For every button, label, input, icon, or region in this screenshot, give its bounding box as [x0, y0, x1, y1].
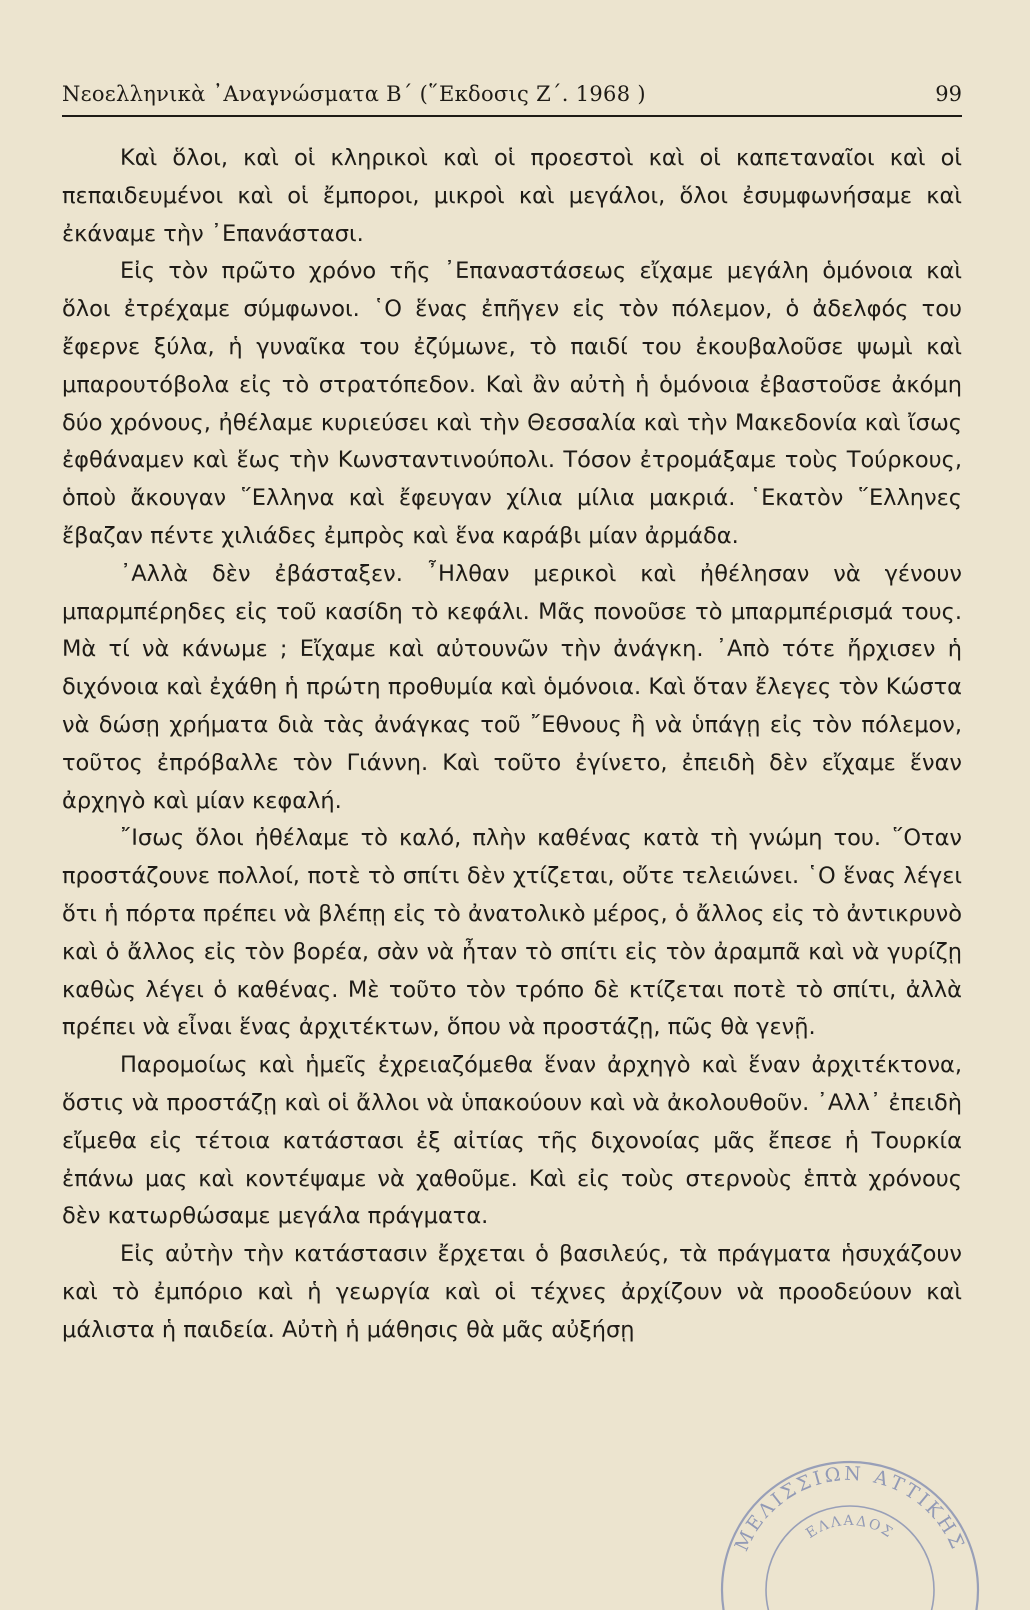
paragraph: Εἰς αὐτὴν τὴν κατάστασιν ἔρχεται ὁ βασιλεύς, τὰ πράγματα ἡσυχάζουν καὶ τὸ ἐμπόριο καὶ ἡ γεωργία καὶ οἱ τέχνες ἀρχίζουν νὰ προοδεύουν καὶ μάλιστα ἡ παιδεία. Αὐτὴ ἡ μάθησις θὰ μᾶς αὐξήσῃ — [62, 1241, 962, 1343]
svg-text:ΜΕΛΙΣΣΙΩΝ ΑΤΤΙΚΗΣ — [731, 1463, 970, 1555]
paragraph: Καὶ ὅλοι, καὶ οἱ κληρικοὶ καὶ οἱ προεστοὶ καὶ οἱ καπεταναῖοι καὶ οἱ πεπαιδευμένοι καὶ οἱ ἔμποροι, μικροὶ καὶ μεγάλοι, ὅλοι ἐσυμφωνήσαμε καὶ ἐκάναμε τὴν ᾿Επανάστασι. — [62, 145, 962, 247]
library-stamp — [700, 1390, 990, 1610]
paragraph: ᾿Αλλὰ δὲν ἐβάσταξεν. ῏Ηλθαν μερικοὶ καὶ ἠθέλησαν νὰ γένουν μπαρμπέρηδες εἰς τοῦ κασίδη τὸ κεφάλι. Μᾶς πονοῦσε τὸ μπαρμπέρισμά τους. Μὰ τί νὰ κάνωμε ; Εἴχαμε καὶ αὐτουνῶν τὴν ἀνάγκη. ᾿Απὸ τότε ἤρχισεν ἡ διχόνοια καὶ ἐχάθη ἡ πρώτη προθυμία καὶ ὁμόνοια. Καὶ ὅταν ἔλεγες τὸν Κώστα νὰ δώσῃ χρήματα διὰ τὰς ἀνάγκας τοῦ ῎Εθνους ἢ νὰ ὑπάγῃ εἰς τὸν πόλεμον, τοῦτος ἐπρόβαλλε τὸν Γιάννη. Καὶ τοῦτο ἐγίνετο, ἐπειδὴ δὲν εἴχαμε ἕναν ἀρχηγὸ καὶ μίαν κεφαλή. — [62, 560, 962, 814]
body-text — [62, 140, 962, 1350]
paragraph: Παρομοίως καὶ ἡμεῖς ἐχρειαζόμεθα ἕναν ἀρχηγὸ καὶ ἕναν ἀρχιτέκτονα, ὅστις νὰ προστάζῃ καὶ οἱ ἄλλοι νὰ ὑπακούουν καὶ νὰ ἀκολουθοῦν. ᾿Αλλ᾿ ἐπειδὴ εἴμεθα εἰς τέτοια κατάστασι ἐξ αἰτίας τῆς διχονοίας μᾶς ἔπεσε ἡ Τουρκία ἐπάνω μας καὶ κοντέψαμε νὰ χαθοῦμε. Καὶ εἰς τοὺς στερνοὺς ἑπτὰ χρόνους δὲν κατωρθώσαμε μεγάλα πράγματα. — [62, 1052, 962, 1230]
page-number: 99 — [935, 82, 962, 106]
svg-text:ΕΛΛΑΔΟΣ — [803, 1513, 896, 1542]
paragraph: Εἰς τὸν πρῶτο χρόνο τῆς ᾿Επαναστάσεως εἴχαμε μεγάλη ὁμόνοια καὶ ὅλοι ἐτρέχαμε σύμφωνοι. ῾Ο ἕνας ἐπῆγεν εἰς τὸν πόλεμον, ὁ ἀδελφός του ἔφερνε ξύλα, ἡ γυναῖκα του ἐζύμωνε, τὸ παιδί του ἐκουβαλοῦσε ψωμὶ καὶ μπαρουτόβολα εἰς τὸ στρατόπεδον. Καὶ ἂν αὐτὴ ἡ ὁμόνοια ἐβαστοῦσε ἀκόμη δύο χρόνους, ἠθέλαμε κυριεύσει καὶ τὴν Θεσσαλία καὶ τὴν Μακεδονία καὶ ἴσως ἐφθάναμεν καὶ ἕως τὴν Κωνσταντινούπολι. Τόσον ἐτρομάξαμε τοὺς Τούρκους, ὁποὺ ἄκουγαν ῞Ελληνα καὶ ἔφευγαν χίλια μίλια μακριά. ῾Εκατὸν ῞Ελληνες ἔβαζαν πέντε χιλιάδες ἐμπρὸς καὶ ἕνα καράβι μίαν ἀρμάδα. — [62, 258, 962, 549]
header-rule — [62, 115, 962, 117]
stamp-inner-text: ΕΛΛΑΔΟΣ — [803, 1512, 897, 1542]
running-title: Νεοελληνικὰ ᾿Αναγνώσματα Β΄ (῞Εκδοσις Ζ΄. 1968 ) — [62, 82, 646, 106]
paragraph: ῎Ισως ὅλοι ἠθέλαμε τὸ καλό, πλὴν καθένας κατὰ τὴ γνώμη του. ῞Οταν προστάζουνε πολλοί, ποτὲ τὸ σπίτι δὲν χτίζεται, οὔτε τελειώνει. ῾Ο ἕνας λέγει ὅτι ἡ πόρτα πρέπει νὰ βλέπῃ εἰς τὸ ἀνατολικὸ μέρος, ὁ ἄλλος εἰς τὸ ἀντικρυνὸ καὶ ὁ ἄλλος εἰς τὸν βορέα, σὰν νὰ ἦταν τὸ σπίτι εἰς τὸν ἀραμπᾶ καὶ νὰ γυρίζῃ καθὼς λέγει ὁ καθένας. Μὲ τοῦτο τὸν τρόπο δὲ κτίζεται ποτὲ τὸ σπίτι, ἀλλὰ πρέπει νὰ εἶναι ἕνας ἀρχιτέκτων, ὅπου νὰ προστάζῃ, πῶς θὰ γενῇ. — [62, 825, 962, 1041]
stamp-outer-text: ΜΕΛΙΣΣΙΩΝ ΑΤΤΙΚΗΣ — [730, 1462, 970, 1555]
